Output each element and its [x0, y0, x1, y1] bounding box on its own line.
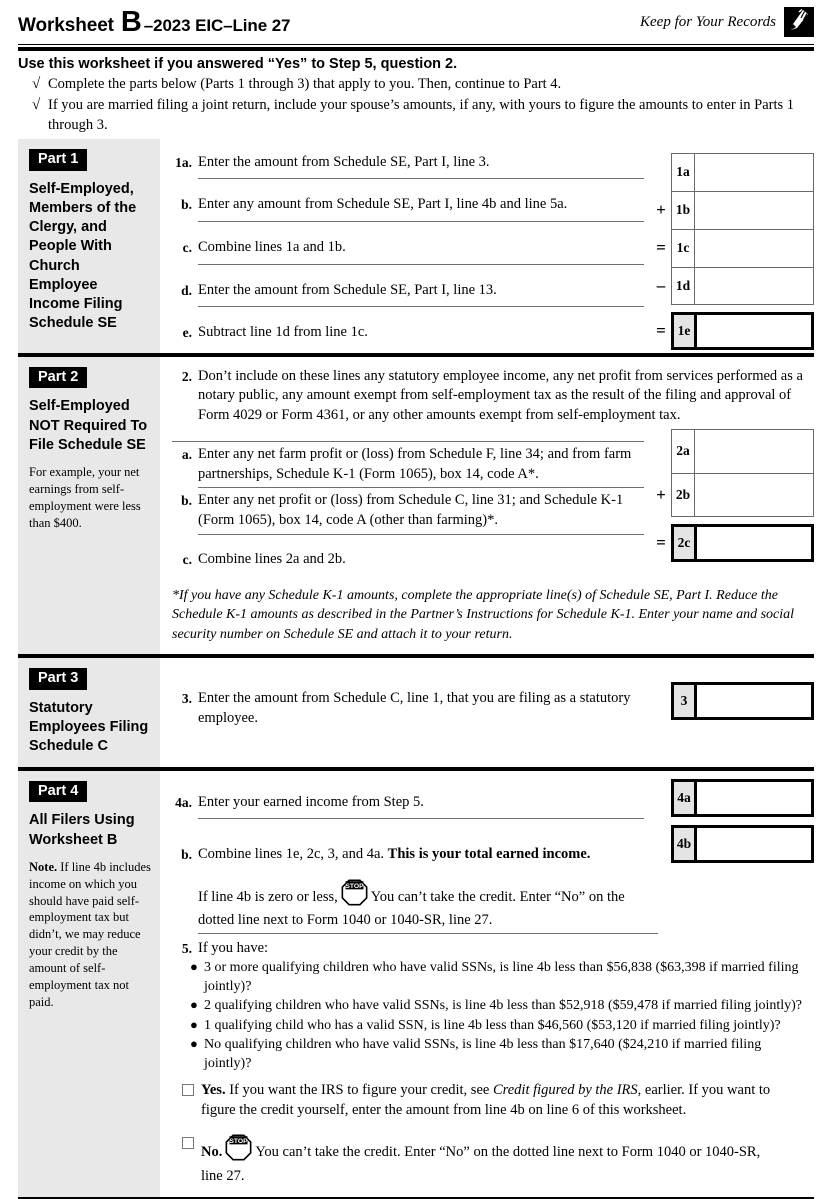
bullet-text-3: 1 qualifying child who has a valid SSN, is line 4b less than $46,560 ($53,120 if married filing jointly)? — [204, 1017, 781, 1033]
line-1a-number: 1a. — [175, 154, 192, 170]
line-1c-number: c. — [182, 239, 192, 255]
line-4b-number: b. — [181, 847, 192, 863]
bullet-dot-icon: ● — [190, 959, 198, 975]
stop-line-block — [198, 879, 658, 934]
amount-row-2b — [651, 473, 814, 517]
line-4a-row — [172, 793, 644, 820]
line-4a-text: Enter your earned income from Step 5. — [198, 793, 644, 820]
yes-text-b: , earlier. If you want to figure the credit yourself, enter the amount from line 4b on line 6 of this worksheet. — [201, 1082, 771, 1118]
worksheet-title-rest: –2023 EIC–Line 27 — [143, 15, 291, 35]
amount-value-1c[interactable] — [695, 230, 813, 267]
amount-row-1d — [651, 267, 814, 305]
amount-label-1a: 1a — [672, 154, 695, 191]
check-glyph-icon: √ — [32, 76, 41, 92]
part-3-amount-column — [651, 682, 814, 720]
part-4-note-label: Note. — [29, 859, 58, 874]
amount-label-1c: 1c — [672, 230, 695, 267]
line-3-number: 3. — [181, 691, 192, 707]
pencil-icon — [784, 7, 814, 37]
amount-row-4a — [651, 779, 814, 817]
amount-label-3: 3 — [674, 685, 697, 717]
amount-label-2a: 2a — [672, 430, 695, 473]
amount-row-2a — [651, 429, 814, 473]
line-2b-text: Enter any net profit or (loss) from Schedule C, line 31; and Schedule K-1 (Form 1065), box 14, code A (other than farming)*. — [198, 491, 644, 534]
part-4-body — [160, 771, 814, 1197]
line-1e-row — [172, 323, 644, 343]
no-answer-row[interactable] — [182, 1134, 782, 1187]
line-2-number: 2. — [181, 368, 192, 384]
part-1-body — [160, 139, 814, 353]
amount-value-2a[interactable] — [695, 430, 813, 473]
operator-1a — [651, 153, 671, 191]
operator-3 — [651, 682, 671, 720]
part-4-tag: Part 4 — [29, 781, 87, 803]
amount-value-2b[interactable] — [695, 474, 813, 516]
amount-label-4b: 4b — [674, 828, 697, 860]
amount-box-1a[interactable] — [671, 153, 814, 191]
bullet-text-2: 2 qualifying children who have valid SSNs, is line 4b less than $52,918 ($59,478 if married filing jointly)? — [204, 998, 803, 1014]
part-2-sidebar — [18, 357, 160, 654]
line-1a-text: Enter the amount from Schedule SE, Part I, line 3. — [198, 153, 644, 180]
no-checkbox[interactable] — [182, 1137, 194, 1149]
amount-row-1a — [651, 153, 814, 191]
part-3-sidebar — [18, 658, 160, 767]
part-3-section — [18, 658, 814, 771]
amount-row-1e — [651, 312, 814, 350]
amount-label-2c: 2c — [674, 527, 697, 559]
line-1e-number: e. — [182, 325, 192, 341]
amount-row-3 — [651, 682, 814, 720]
part-4-sidebar — [18, 771, 160, 1197]
line-2c-row — [172, 550, 644, 570]
line-1d-row — [172, 281, 644, 308]
bullet-item — [190, 959, 812, 996]
part-2-body — [160, 357, 814, 654]
amount-label-2b: 2b — [672, 474, 695, 516]
part-2-footnote: *If you have any Schedule K-1 amounts, complete the appropriate line(s) of Schedule SE, Part I. Reduce the Schedule K-1 amounts as described in the Partner’s Instructions for Schedule K-1. Enter your name and social security number on Schedule SE and attach it to your return. — [172, 588, 795, 642]
line-4a-number: 4a. — [175, 794, 192, 810]
line-5-text: If you have: — [198, 939, 269, 956]
bullet-item — [190, 1036, 812, 1073]
part-4-note-text: If line 4b includes income on which you should have paid self-employment tax but didn’t, we may reduce your credit by the amount of self-employment tax not paid. — [29, 859, 151, 1009]
line-5-bullets — [172, 959, 812, 1073]
amount-row-1c — [651, 229, 814, 267]
line-5-row — [172, 939, 814, 959]
no-label: No. — [201, 1143, 223, 1160]
amount-box-2b[interactable] — [671, 473, 814, 517]
intro-block — [0, 51, 830, 139]
amount-box-4a[interactable] — [671, 779, 814, 817]
operator-2b: + — [656, 484, 666, 504]
amount-box-2a[interactable] — [671, 429, 814, 473]
intro-check-1-text: Complete the parts below (Parts 1 through 3) that apply to you. Then, continue to Part 4. — [48, 76, 562, 92]
amount-value-1a[interactable] — [695, 154, 813, 191]
line-4b-text-wrap — [198, 845, 644, 865]
operator-1b: + — [656, 199, 666, 219]
line-2b-row — [172, 491, 644, 534]
svg-text:STOP: STOP — [345, 882, 364, 890]
no-answer-text — [201, 1134, 782, 1187]
line-2b-number: b. — [181, 493, 192, 509]
part-1-tag: Part 1 — [29, 149, 87, 171]
worksheet-title — [18, 5, 291, 38]
part-2-amount-column — [651, 429, 814, 562]
yes-label: Yes. — [201, 1082, 226, 1099]
amount-label-1d: 1d — [672, 268, 695, 304]
amount-label-1b: 1b — [672, 192, 695, 229]
line-5-number: 5. — [181, 940, 192, 956]
bullet-item — [190, 1017, 812, 1035]
part-2-note: For example, your net earnings from self-employment were less than $400. — [29, 465, 141, 530]
line-4b-row — [172, 845, 644, 865]
line-1a-row — [172, 153, 644, 180]
stop-line-pre: If line 4b is zero or less, — [198, 888, 338, 905]
part-4-title: All Filers Using Worksheet B — [29, 812, 135, 848]
amount-row-1b — [651, 191, 814, 229]
part-2-tag: Part 2 — [29, 367, 87, 389]
part-1-section — [18, 139, 814, 357]
line-1d-number: d. — [181, 282, 192, 298]
part-1-title: Self-Employed, Members of the Clergy, and People With Church Employee Income Filing Schedule SE — [29, 180, 137, 332]
line-2-intro-text: Don’t include on these lines any statutory employee income, any net profit from services performed as a notary public, any amount exempt from self-employment tax as the result of the filing and approval of Form 4029 or Form 4361, or any other amounts exempt from self-employment tax. — [198, 367, 803, 423]
line-3-text: Enter the amount from Schedule C, line 1, that you are filing as a statutory employee. — [198, 690, 631, 726]
operator-4a — [651, 779, 671, 817]
bullet-dot-icon: ● — [190, 1016, 198, 1032]
bullet-text-1: 3 or more qualifying children who have valid SSNs, is line 4b less than $56,838 ($63,398 if married filing jointly)? — [204, 960, 799, 994]
line-2c-text: Combine lines 2a and 2b. — [198, 550, 346, 567]
amount-value-2c[interactable] — [697, 527, 811, 559]
amount-value-3[interactable] — [697, 685, 811, 717]
keep-for-records-group — [640, 7, 814, 37]
amount-box-3[interactable] — [671, 682, 814, 720]
stop-icon — [341, 879, 368, 911]
intro-check-2-text: If you are married filing a joint return, include your spouse’s amounts, if any, with yours to figure the amounts to enter in Parts 1 through 3. — [48, 97, 795, 133]
part-3-title: Statutory Employees Filing Schedule C — [29, 699, 149, 755]
line-2a-number: a. — [181, 447, 192, 463]
line-4b-bold-tail: This is your total earned income. — [387, 846, 591, 863]
amount-label-1e: 1e — [674, 315, 697, 347]
line-2-intro-row — [172, 367, 812, 426]
bullet-dot-icon: ● — [190, 997, 198, 1013]
line-2c-number: c. — [182, 551, 192, 567]
amount-value-1b[interactable] — [695, 192, 813, 229]
no-text: You can’t take the credit. Enter “No” on the dotted line next to Form 1040 or 1040-SR, line 27. — [201, 1143, 761, 1185]
part-3-body — [160, 658, 814, 767]
amount-box-1d[interactable] — [671, 267, 814, 305]
operator-1d: – — [656, 275, 666, 295]
part-1-sidebar — [18, 139, 160, 353]
part-1-amount-column — [651, 153, 814, 350]
part-4-amount-column — [651, 779, 814, 863]
amount-row-4b — [651, 825, 814, 863]
intro-check-1 — [32, 75, 814, 94]
stop-icon — [225, 1134, 252, 1167]
bullet-text-4: No qualifying children who have valid SSNs, is line 4b less than $17,640 ($24,210 if married filing jointly)? — [204, 1037, 762, 1071]
amount-value-1d[interactable] — [695, 268, 813, 304]
keep-for-records-label: Keep for Your Records — [640, 13, 776, 30]
header-rule-thin — [18, 44, 814, 45]
operator-1e: = — [656, 320, 666, 340]
yes-text-a: If you want the IRS to figure your credit, see — [225, 1082, 493, 1099]
line-4b-text: Combine lines 1e, 2c, 3, and 4a. — [198, 846, 388, 863]
line-3-row — [172, 689, 632, 728]
operator-2a — [651, 429, 671, 473]
amount-value-1e[interactable] — [697, 315, 811, 347]
operator-4b — [651, 825, 671, 863]
line-1e-text: Subtract line 1d from line 1c. — [198, 324, 368, 341]
yes-answer-text — [201, 1081, 782, 1120]
operator-2c: = — [656, 532, 666, 552]
part-2-title: Self-Employed NOT Required To File Schedule SE — [29, 398, 148, 453]
amount-box-1b[interactable] — [671, 191, 814, 229]
line-2a-text: Enter any net farm profit or (loss) from Schedule F, line 34; and from farm partnerships, Schedule K-1 (Form 1065), box 14, code A*. — [198, 445, 644, 488]
line-1b-row — [172, 195, 644, 222]
amount-label-4a: 4a — [674, 782, 697, 814]
amount-box-2c[interactable] — [671, 524, 814, 562]
line-1b-number: b. — [181, 197, 192, 213]
line-1c-text: Combine lines 1a and 1b. — [198, 238, 644, 265]
stop-line-post: You can’t take the credit. Enter “No” on the dotted line next to Form 1040 or 1040-SR, line 27. — [198, 888, 625, 928]
check-glyph-icon: √ — [32, 97, 41, 114]
line-1c-row — [172, 238, 644, 265]
svg-text:STOP: STOP — [229, 1137, 248, 1145]
intro-title: Use this worksheet if you answered “Yes” to Step 5, question 2. — [18, 56, 458, 72]
yes-italic-phrase: Credit figured by the IRS — [492, 1082, 638, 1099]
amount-row-2c — [651, 524, 814, 562]
operator-1c: = — [656, 237, 666, 257]
worksheet-letter: B — [120, 5, 142, 38]
amount-value-4b[interactable] — [697, 828, 811, 860]
intro-check-2 — [32, 96, 814, 135]
yes-checkbox[interactable] — [182, 1084, 194, 1096]
line-1d-text: Enter the amount from Schedule SE, Part I, line 13. — [198, 281, 644, 308]
amount-value-4a[interactable] — [697, 782, 811, 814]
yes-answer-row[interactable] — [182, 1081, 782, 1120]
line-2a-row — [172, 445, 644, 488]
amount-box-1c[interactable] — [671, 229, 814, 267]
bullet-item — [190, 997, 812, 1015]
part-3-tag: Part 3 — [29, 668, 87, 690]
bullet-dot-icon: ● — [190, 1036, 198, 1052]
page-header — [0, 0, 830, 44]
part-2-section — [18, 357, 814, 658]
part-4-note — [29, 859, 151, 1011]
amount-box-4b[interactable] — [671, 825, 814, 863]
worksheet-word: Worksheet — [18, 14, 114, 36]
part-4-section — [18, 771, 814, 1199]
line-1b-text: Enter any amount from Schedule SE, Part I, line 4b and line 5a. — [198, 195, 644, 222]
amount-box-1e[interactable] — [671, 312, 814, 350]
